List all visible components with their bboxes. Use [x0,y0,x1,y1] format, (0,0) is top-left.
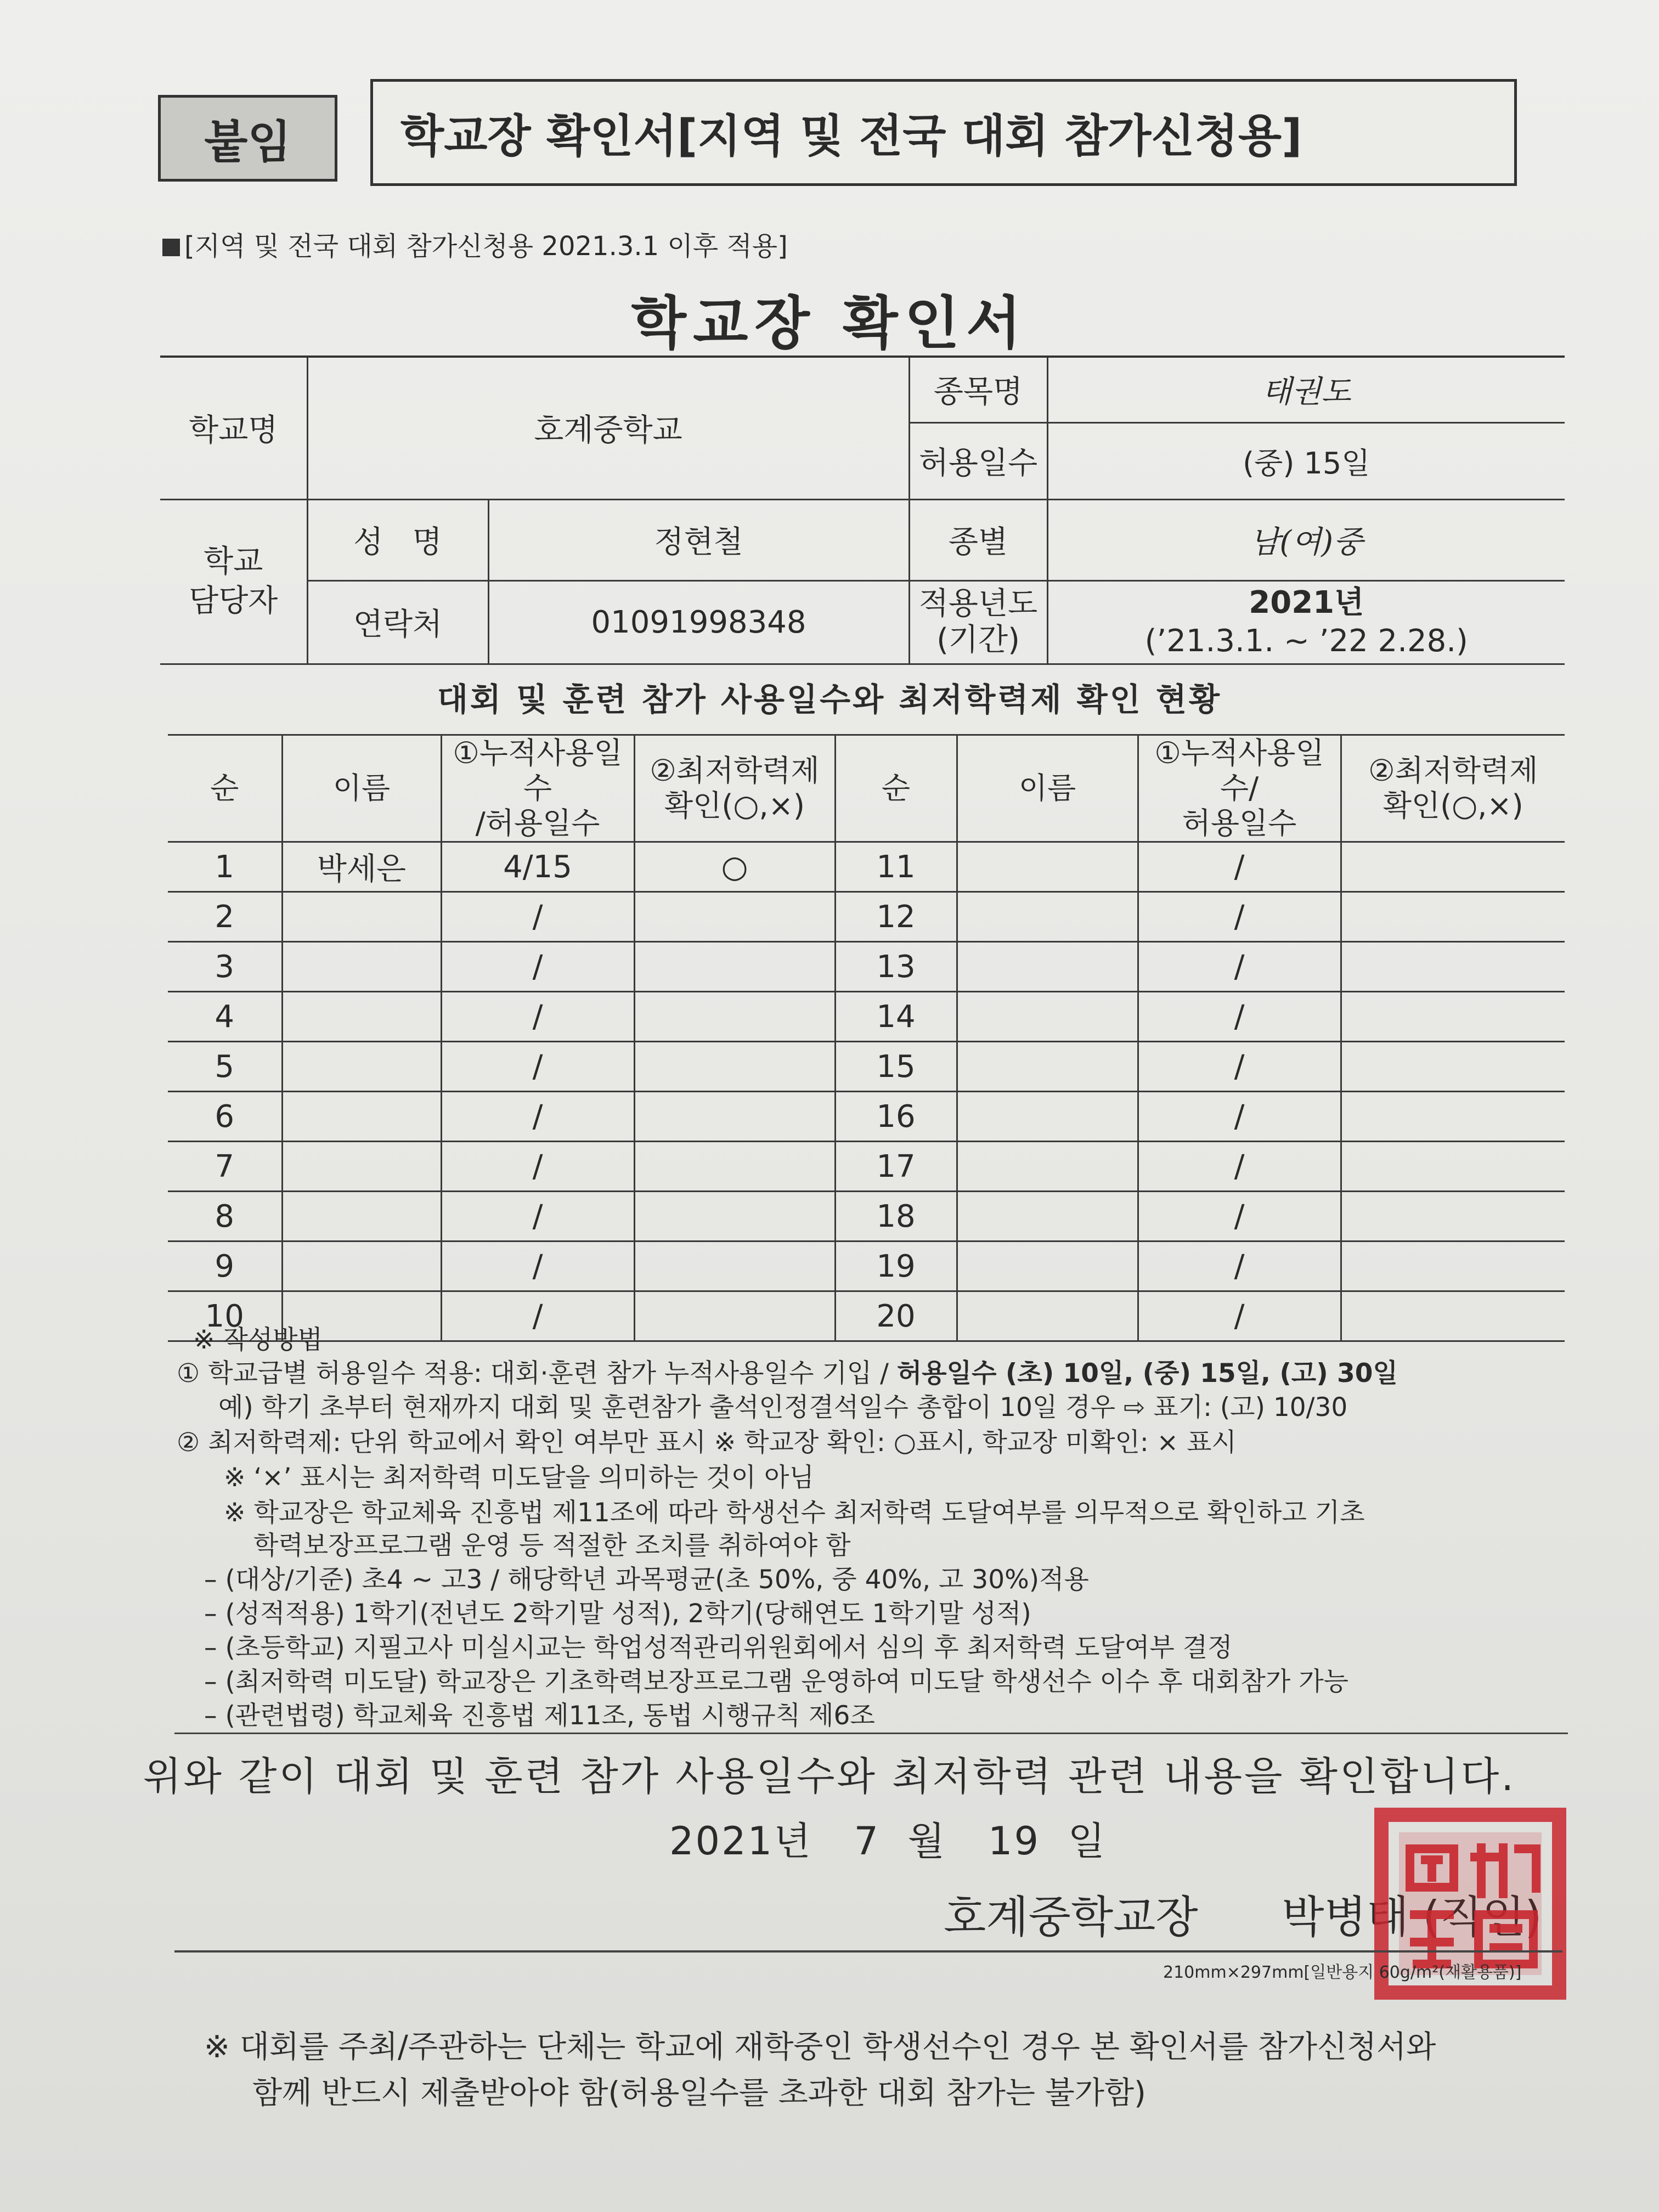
instruction-1-text: ① 학교급별 허용일수 적용: 대회·훈련 참가 누적사용일수 기입 / [177,1358,897,1389]
min-level-check-2 [1341,1042,1565,1092]
days-used: / [441,1242,634,1291]
athlete-name [282,1242,441,1291]
principal-signature-line: 호계중학교장 박병태 (직인) [944,1892,1542,1943]
days-used: / [441,1042,634,1092]
min-level-check-2 [1341,1092,1565,1142]
criteria-law: – (관련법령) 학교체육 진흥법 제11조, 동법 시행규칙 제6조 [204,1701,875,1731]
days-used: 4/15 [441,842,634,892]
table-row [168,1142,1565,1192]
min-level-check [634,1092,835,1142]
row-number-2: 20 [835,1291,957,1341]
school-name-label: 학교명 [160,357,307,499]
instruction-note-2a: ※ 학교장은 학교체육 진흥법 제11조에 따라 학생선수 최저학력 도달여부를 의무적으로 확인하고 기초 [224,1498,1365,1528]
min-level-check [634,1291,835,1341]
col-no: 순 [168,735,282,842]
col-days: ①누적사용일수 /허용일수 [441,735,634,842]
col-no-2: 순 [835,735,957,842]
days-used: / [441,1092,634,1142]
row-number: 9 [168,1242,282,1291]
applicability-note [162,225,788,263]
row-number: 7 [168,1142,282,1192]
athlete-name-2 [957,992,1138,1042]
athlete-name [282,942,441,992]
school-name-value: 호계중학교 [307,357,909,499]
athlete-name-2 [957,1192,1138,1242]
row-number: 3 [168,942,282,992]
days-used: / [441,1142,634,1192]
instruction-1 [177,1353,1398,1390]
submission-notice-line-1: ※ 대회를 주최/주관하는 단체는 학교에 재학중인 학생선수인 경우 본 확인서를 참가신청서와 [204,2029,1436,2065]
days-used-2: / [1138,1092,1341,1142]
row-number: 8 [168,1192,282,1242]
confirmation-statement: 위와 같이 대회 및 훈련 참가 사용일수와 최저학력 관련 내용을 확인합니다. [143,1753,1516,1799]
days-used: / [441,892,634,942]
row-number-2: 16 [835,1092,957,1142]
days-used-2: / [1138,942,1341,992]
year-cell [1047,580,1565,664]
row-number: 6 [168,1092,282,1142]
athlete-name-2 [957,1291,1138,1341]
gender-label: 종별 [909,499,1047,580]
square-bullet-icon [162,239,180,256]
athlete-name-2 [957,1242,1138,1291]
table-row [168,1042,1565,1092]
sport-label: 종목명 [909,357,1047,422]
year-value: 2021년 [1249,585,1364,620]
staff-label: 학교 담당자 [160,499,307,664]
submission-notice-line-2: 함께 반드시 제출받아야 함(허용일수를 초과한 대회 참가는 불가함) [252,2075,1146,2111]
days-used-2: / [1138,1192,1341,1242]
min-level-check [634,1142,835,1192]
contact-value: 01091998348 [488,580,909,664]
row-number: 4 [168,992,282,1042]
gender-value: 남(여)중 [1047,499,1565,580]
row-number-2: 14 [835,992,957,1042]
criteria-not-met: – (최저학력 미도달) 학교장은 기초학력보장프로그램 운영하여 미도달 학생선수 이수 후 대회참가 가능 [204,1667,1348,1697]
allowed-days-label: 허용일수 [909,422,1047,499]
sport-value: 태권도 [1047,357,1565,422]
row-number: 2 [168,892,282,942]
col-name-2: 이름 [957,735,1138,842]
days-used: / [441,942,634,992]
athlete-name [282,1042,441,1092]
row-number-2: 17 [835,1142,957,1192]
instruction-2: ② 최저학력제: 단위 학교에서 확인 여부만 표시 ※ 학교장 확인: ○표시, 학교장 미확인: × 표시 [177,1427,1237,1458]
days-used-2: / [1138,1042,1341,1092]
applicability-note-text: [지역 및 전국 대회 참가신청용 2021.3.1 이후 적용] [184,231,788,262]
criteria-grades: – (성적적용) 1학기(전년도 2학기말 성적), 2학기(당해연도 1학기말 성적) [204,1599,1031,1629]
days-used: / [441,1192,634,1242]
staff-name-value: 정현철 [488,499,909,580]
athlete-name-2 [957,842,1138,892]
name-label: 성 명 [307,499,488,580]
table-header-row [168,735,1565,842]
divider [174,1733,1568,1734]
min-level-check [634,1242,835,1291]
table-row [168,1192,1565,1242]
allowed-days-value: (중) 15일 [1047,422,1565,499]
contact-label: 연락처 [307,580,488,664]
days-used-2: / [1138,992,1341,1042]
athlete-name [282,1142,441,1192]
athlete-name-2 [957,1142,1138,1192]
year-label: 적용년도 (기간) [909,580,1047,664]
min-level-check-2 [1341,842,1565,892]
paper-size-note: 210mm×297mm[일반용지 60g/m²(재활용품)] [1163,1963,1522,1982]
min-level-check-2 [1341,1192,1565,1242]
athlete-name [282,992,441,1042]
row-number: 1 [168,842,282,892]
table-row [168,892,1565,942]
criteria-target: – (대상/기준) 초4 ~ 고3 / 해당학년 과목평균(초 50%, 중 40%, 고 30%)적용 [204,1565,1089,1595]
row-number: 5 [168,1042,282,1092]
document-title: 학교장 확인서 [631,290,1028,357]
min-level-check [634,942,835,992]
min-level-check-2 [1341,1242,1565,1291]
days-used: / [441,1291,634,1341]
col-days-2: ①누적사용일수/ 허용일수 [1138,735,1341,842]
athlete-name-2 [957,1092,1138,1142]
table-row [168,842,1565,892]
table-row [168,992,1565,1042]
table-row [168,1291,1565,1341]
min-level-check-2 [1341,992,1565,1042]
row-number-2: 19 [835,1242,957,1291]
table-row [168,942,1565,992]
section-title: 대회 및 훈련 참가 사용일수와 최저학력제 확인 현황 [437,681,1222,718]
instructions-heading: ※ 작성방법 [193,1325,323,1355]
instruction-1-example: 예) 학기 초부터 현재까지 대회 및 훈련참가 출석인정결석일수 총합이 10일 경우 ⇨ 표기: (고) 10/30 [218,1392,1348,1423]
min-level-check [634,892,835,942]
form-title: 학교장 확인서[지역 및 전국 대회 참가신청용] [370,79,1517,186]
athlete-name [282,892,441,942]
row-number-2: 15 [835,1042,957,1092]
athlete-list-table [168,734,1565,1342]
athlete-name-2 [957,892,1138,942]
table-row [168,1092,1565,1142]
min-level-check: ○ [634,842,835,892]
criteria-elementary: – (초등학교) 지필고사 미실시교는 학업성적관리위원회에서 심의 후 최저학력 도달여부 결정 [204,1633,1233,1663]
row-number-2: 18 [835,1192,957,1242]
col-min-level-2: ②최저학력제 확인(○,×) [1341,735,1565,842]
period-value: (’21.3.1. ~ ’22 2.28.) [1144,623,1468,659]
athlete-name [282,1192,441,1242]
days-used-2: / [1138,1142,1341,1192]
min-level-check-2 [1341,892,1565,942]
instruction-1-bold: 허용일수 (초) 10일, (중) 15일, (고) 30일 [896,1358,1398,1389]
signature-rule [174,1950,1562,1953]
table-row [168,1242,1565,1291]
days-used: / [441,992,634,1042]
row-number-2: 13 [835,942,957,992]
attachment-label: 붙임 [158,95,337,182]
row-number-2: 11 [835,842,957,892]
athlete-name: 박세은 [282,842,441,892]
submission-notice [204,2024,1436,2117]
min-level-check [634,1042,835,1092]
confirmation-date: 2021년 7 월 19 일 [669,1819,1107,1864]
row-number: 10 [168,1291,282,1341]
school-info-table [160,356,1565,665]
col-min-level: ②최저학력제 확인(○,×) [634,735,835,842]
min-level-check-2 [1341,1142,1565,1192]
min-level-check-2 [1341,942,1565,992]
col-name: 이름 [282,735,441,842]
min-level-check [634,992,835,1042]
row-number-2: 12 [835,892,957,942]
days-used-2: / [1138,892,1341,942]
athlete-name-2 [957,942,1138,992]
days-used-2: / [1138,842,1341,892]
athlete-rows [168,842,1565,1341]
athlete-name [282,1092,441,1142]
instruction-note-2b: 학력보장프로그램 운영 등 적절한 조치를 취하여야 함 [253,1531,851,1561]
days-used-2: / [1138,1291,1341,1341]
athlete-name-2 [957,1042,1138,1092]
min-level-check [634,1192,835,1242]
days-used-2: / [1138,1242,1341,1291]
instruction-note-1: ※ ‘×’ 표시는 최저학력 미도달을 의미하는 것이 아님 [224,1463,814,1493]
min-level-check-2 [1341,1291,1565,1341]
